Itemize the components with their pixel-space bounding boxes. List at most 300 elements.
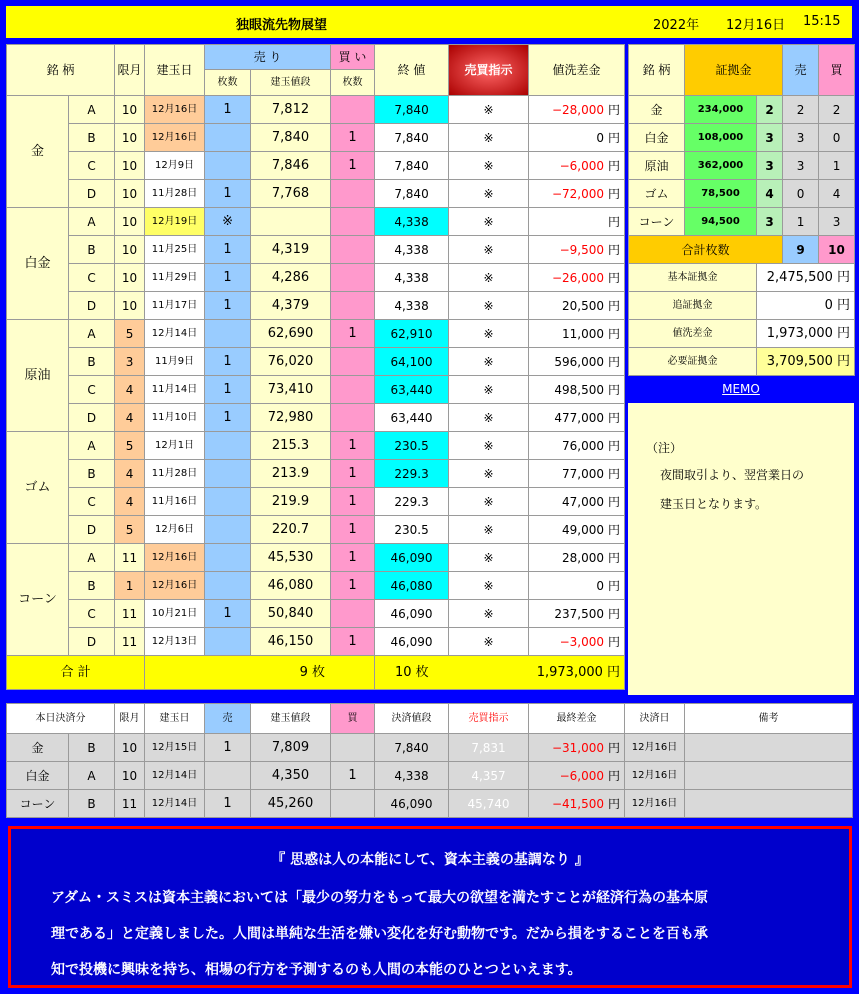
margin-amount: 362,000 (685, 152, 757, 180)
settle-buy: 1 (331, 762, 375, 790)
contract-letter: B (69, 460, 115, 488)
close-price-value: 46,090 (375, 544, 449, 572)
settle-col-header: 建玉日 (145, 704, 205, 734)
tate-price-value (251, 208, 331, 236)
contract-letter: D (69, 292, 115, 320)
margin-multiplier: 4 (757, 180, 783, 208)
settle-tate-date: 12月15日 (145, 734, 205, 762)
settle-sell: 1 (205, 790, 251, 818)
margin-buy: 0 (819, 124, 855, 152)
memo-line: 夜間取引より、翌営業日の (660, 468, 805, 482)
buy-count-value (331, 96, 375, 124)
col-gengetsu: 限月 (115, 45, 145, 96)
settle-sell: 1 (205, 734, 251, 762)
date-label: 12月16日 (726, 18, 786, 33)
col-meigara: 銘 柄 (7, 45, 115, 96)
gengetsu-value: 4 (115, 404, 145, 432)
settle-col-header: 決済日 (625, 704, 685, 734)
settle-note (685, 762, 853, 790)
gengetsu-value: 4 (115, 488, 145, 516)
yen-unit: 円 (608, 382, 621, 397)
baibai-value: ※ (449, 236, 529, 264)
settle-baibai: 7,831 (449, 734, 529, 762)
settle-tate-date: 12月14日 (145, 790, 205, 818)
tate-price-value: 45,530 (251, 544, 331, 572)
sell-count-value: 1 (205, 600, 251, 628)
contract-letter: A (69, 320, 115, 348)
sagaku-amount: −72,000 (551, 186, 605, 201)
baibai-value: ※ (449, 320, 529, 348)
buy-count-value (331, 348, 375, 376)
table-row (7, 348, 625, 376)
margin-amount: 94,500 (685, 208, 757, 236)
sagaku-amount: 28,000 (562, 550, 605, 565)
contract-letter: D (69, 404, 115, 432)
yen-unit: 円 (608, 550, 621, 565)
sagaku-amount: 477,000 (554, 410, 605, 425)
settle-col-header: 備考 (685, 704, 853, 734)
tate-price-value: 50,840 (251, 600, 331, 628)
tate-date-value: 11月16日 (145, 488, 205, 516)
total-sell: 9 枚 (251, 656, 375, 690)
yen-unit: 円 (608, 578, 621, 593)
col-tate-date: 建玉日 (145, 45, 205, 96)
contract-letter: A (69, 544, 115, 572)
tate-date-value: 12月1日 (145, 432, 205, 460)
yen-unit: 円 (608, 214, 621, 229)
side-col-sell: 売 (783, 45, 819, 96)
col-sell-count: 枚数 (205, 70, 251, 96)
tate-price-value: 7,812 (251, 96, 331, 124)
sagaku-value (529, 320, 625, 348)
sagaku-value (529, 572, 625, 600)
gengetsu-value: 5 (115, 320, 145, 348)
tate-date-value: 10月21日 (145, 600, 205, 628)
sell-count-value: 1 (205, 376, 251, 404)
margin-summary-row (629, 320, 855, 348)
margin-multiplier: 2 (757, 96, 783, 124)
tate-date-value: 11月25日 (145, 236, 205, 264)
close-price-value: 7,840 (375, 180, 449, 208)
settle-col-header: 建玉値段 (251, 704, 331, 734)
baibai-value: ※ (449, 348, 529, 376)
settle-final-sagaku (529, 790, 625, 818)
table-row (7, 208, 625, 236)
tate-price-value: 72,980 (251, 404, 331, 432)
tate-price-value: 219.9 (251, 488, 331, 516)
nearai-value: 1,973,000 円 (757, 320, 855, 348)
count-label: 合計枚数 (629, 236, 783, 264)
contract-letter: D (69, 628, 115, 656)
margin-amount: 78,500 (685, 180, 757, 208)
nearai-label: 値洗差金 (629, 320, 757, 348)
tate-date-value: 12月13日 (145, 628, 205, 656)
baibai-value: ※ (449, 152, 529, 180)
tate-date-value: 12月6日 (145, 516, 205, 544)
sell-count-value (205, 544, 251, 572)
col-sagaku: 値洗差金 (529, 45, 625, 96)
baibai-value: ※ (449, 460, 529, 488)
settle-col-header: 売 (205, 704, 251, 734)
close-price-value: 7,840 (375, 152, 449, 180)
buy-count-value (331, 236, 375, 264)
settle-gengetsu: 11 (115, 790, 145, 818)
commodity-name: ゴム (7, 432, 69, 544)
settle-letter: B (69, 734, 115, 762)
settle-date: 12月16日 (625, 734, 685, 762)
yen-unit: 円 (607, 796, 620, 811)
tate-date-value: 11月28日 (145, 180, 205, 208)
margin-multiplier: 3 (757, 208, 783, 236)
table-row (7, 180, 625, 208)
yen-unit: 円 (607, 740, 620, 755)
sell-count-value (205, 572, 251, 600)
settle-baibai: 45,740 (449, 790, 529, 818)
sell-count-value (205, 628, 251, 656)
gengetsu-value: 10 (115, 96, 145, 124)
settle-tate-date: 12月14日 (145, 762, 205, 790)
buy-count-value (331, 600, 375, 628)
settle-letter: A (69, 762, 115, 790)
table-row (7, 124, 625, 152)
total-buy: 10 枚 (375, 656, 449, 690)
sell-count-value (205, 152, 251, 180)
tate-date-value: 11月14日 (145, 376, 205, 404)
sagaku-amount: −26,000 (551, 270, 605, 285)
table-row (7, 628, 625, 656)
sell-count-value (205, 460, 251, 488)
baibai-value: ※ (449, 572, 529, 600)
memo-line: （注） (646, 441, 683, 455)
sagaku-value (529, 404, 625, 432)
sell-count-value: ※ (205, 208, 251, 236)
close-price-value: 63,440 (375, 376, 449, 404)
contract-letter: A (69, 208, 115, 236)
buy-count-value: 1 (331, 124, 375, 152)
gengetsu-value: 10 (115, 236, 145, 264)
buy-count-value (331, 180, 375, 208)
contract-letter: C (69, 376, 115, 404)
table-row (7, 404, 625, 432)
settle-col-header: 買 (331, 704, 375, 734)
margin-multiplier: 3 (757, 124, 783, 152)
contract-letter: C (69, 488, 115, 516)
margin-row (629, 208, 855, 236)
tate-price-value: 7,840 (251, 124, 331, 152)
count-sell: 9 (783, 236, 819, 264)
tate-price-value: 4,319 (251, 236, 331, 264)
sagaku-amount: 237,500 (554, 606, 605, 621)
commodity-name: 白金 (7, 208, 69, 320)
settle-col-header: 決済値段 (375, 704, 449, 734)
margin-count-row (629, 236, 855, 264)
buy-count-value: 1 (331, 320, 375, 348)
contract-letter: C (69, 152, 115, 180)
close-price-value: 230.5 (375, 432, 449, 460)
baibai-value: ※ (449, 488, 529, 516)
close-price-value: 229.3 (375, 488, 449, 516)
settle-tate-price: 4,350 (251, 762, 331, 790)
tate-price-value: 73,410 (251, 376, 331, 404)
yen-unit: 円 (608, 326, 621, 341)
sell-count-value (205, 516, 251, 544)
table-row (7, 432, 625, 460)
settle-commodity: 白金 (7, 762, 69, 790)
margin-row (629, 124, 855, 152)
yen-unit: 円 (608, 354, 621, 369)
sagaku-value (529, 460, 625, 488)
baibai-value: ※ (449, 516, 529, 544)
sagaku-amount: −3,000 (559, 634, 605, 649)
margin-buy: 4 (819, 180, 855, 208)
margin-commodity: 白金 (629, 124, 685, 152)
col-baibai-button[interactable]: 売買指示 (449, 45, 529, 96)
baibai-value: ※ (449, 208, 529, 236)
yen-unit: 円 (608, 522, 621, 537)
yen-unit: 円 (608, 298, 621, 313)
col-buy: 買 い (331, 45, 375, 70)
gengetsu-value: 4 (115, 376, 145, 404)
sagaku-value (529, 628, 625, 656)
settle-close-price: 7,840 (375, 734, 449, 762)
close-price-value: 4,338 (375, 208, 449, 236)
sagaku-value (529, 376, 625, 404)
sagaku-amount: 76,000 (562, 438, 605, 453)
margin-row (629, 96, 855, 124)
total-row (7, 656, 625, 690)
buy-count-value: 1 (331, 628, 375, 656)
tate-date-value: 11月28日 (145, 460, 205, 488)
settle-close-price: 46,090 (375, 790, 449, 818)
settle-note (685, 734, 853, 762)
total-amount: 1,973,000 円 (529, 656, 625, 690)
baibai-value: ※ (449, 96, 529, 124)
sagaku-value (529, 544, 625, 572)
settle-row (7, 762, 853, 790)
margin-row (629, 152, 855, 180)
baibai-value: ※ (449, 404, 529, 432)
sell-count-value (205, 432, 251, 460)
tate-date-value: 11月17日 (145, 292, 205, 320)
tate-date-value: 12月16日 (145, 572, 205, 600)
oi-label: 追証拠金 (629, 292, 757, 320)
memo-box (628, 403, 854, 695)
col-sell: 売 り (205, 45, 331, 70)
yen-unit: 円 (608, 102, 621, 117)
close-price-value: 4,338 (375, 264, 449, 292)
sell-count-value: 1 (205, 404, 251, 432)
settle-header-row (7, 704, 853, 734)
close-price-value: 46,090 (375, 600, 449, 628)
sagaku-value (529, 208, 625, 236)
contract-letter: C (69, 600, 115, 628)
sagaku-value (529, 432, 625, 460)
total-spacer (145, 656, 251, 690)
sagaku-amount: −28,000 (551, 102, 605, 117)
contract-letter: B (69, 572, 115, 600)
margin-commodity: 金 (629, 96, 685, 124)
gengetsu-value: 1 (115, 572, 145, 600)
margin-commodity: 原油 (629, 152, 685, 180)
commodity-name: コーン (7, 544, 69, 656)
tate-price-value: 220.7 (251, 516, 331, 544)
sagaku-value (529, 292, 625, 320)
margin-summary-row (629, 264, 855, 292)
baibai-value: ※ (449, 376, 529, 404)
commodity-name: 金 (7, 96, 69, 208)
gengetsu-value: 10 (115, 180, 145, 208)
settle-gengetsu: 10 (115, 734, 145, 762)
memo-link[interactable]: MEMO (628, 378, 854, 400)
margin-multiplier: 3 (757, 152, 783, 180)
gengetsu-value: 10 (115, 292, 145, 320)
gengetsu-value: 5 (115, 516, 145, 544)
contract-letter: B (69, 348, 115, 376)
settle-tate-price: 45,260 (251, 790, 331, 818)
tate-date-value: 12月19日 (145, 208, 205, 236)
close-price-value: 63,440 (375, 404, 449, 432)
sagaku-amount: 77,000 (562, 466, 605, 481)
close-price-value: 7,840 (375, 124, 449, 152)
gengetsu-value: 11 (115, 600, 145, 628)
sagaku-amount: 11,000 (562, 326, 605, 341)
contract-letter: D (69, 516, 115, 544)
yen-unit: 円 (608, 494, 621, 509)
sagaku-amount: 49,000 (562, 522, 605, 537)
yen-unit: 円 (608, 242, 621, 257)
settle-tate-price: 7,809 (251, 734, 331, 762)
margin-sell: 2 (783, 96, 819, 124)
margin-sell: 1 (783, 208, 819, 236)
table-row (7, 460, 625, 488)
yen-unit: 円 (607, 768, 620, 783)
table-row (7, 376, 625, 404)
settle-col-header: 本日決済分 (7, 704, 115, 734)
sagaku-value (529, 152, 625, 180)
close-price-value: 229.3 (375, 460, 449, 488)
tate-date-value: 11月29日 (145, 264, 205, 292)
kihon-value: 2,475,500 円 (757, 264, 855, 292)
baibai-value: ※ (449, 432, 529, 460)
total-spacer (449, 656, 529, 690)
gengetsu-value: 4 (115, 460, 145, 488)
sagaku-amount: 498,500 (554, 382, 605, 397)
yen-unit: 円 (608, 186, 621, 201)
margin-buy: 2 (819, 96, 855, 124)
table-row (7, 152, 625, 180)
margin-buy: 1 (819, 152, 855, 180)
hitsuyo-value: 3,709,500 円 (757, 348, 855, 376)
year-label: 2022年 (653, 18, 700, 33)
gengetsu-value: 10 (115, 124, 145, 152)
count-buy: 10 (819, 236, 855, 264)
margin-table (628, 44, 855, 376)
settle-amount: −6,000 (559, 768, 604, 783)
sagaku-value (529, 180, 625, 208)
gengetsu-value: 10 (115, 208, 145, 236)
quote-line: 理である」と定義しました。人間は単純な生活を嫌い変化を好む動物です。だから損をすることを百も承 (51, 926, 708, 942)
settle-commodity: 金 (7, 734, 69, 762)
yen-unit: 円 (608, 270, 621, 285)
table-row (7, 236, 625, 264)
table-row (7, 96, 625, 124)
settle-note (685, 790, 853, 818)
margin-row (629, 180, 855, 208)
tate-date-value: 12月14日 (145, 320, 205, 348)
col-tate-price: 建玉値段 (251, 70, 331, 96)
settle-row (7, 734, 853, 762)
baibai-value: ※ (449, 292, 529, 320)
settle-commodity: コーン (7, 790, 69, 818)
gengetsu-value: 11 (115, 628, 145, 656)
sagaku-value (529, 124, 625, 152)
table-row (7, 320, 625, 348)
quote-line: 知で投機に興味を持ち、相場の行方を予測するのも人間の本能のひとつといえます。 (51, 962, 582, 978)
settle-amount: −41,500 (551, 796, 604, 811)
tate-price-value: 62,690 (251, 320, 331, 348)
sell-count-value: 1 (205, 264, 251, 292)
margin-sell: 3 (783, 124, 819, 152)
settle-col-header: 限月 (115, 704, 145, 734)
oi-value: 0 円 (757, 292, 855, 320)
contract-letter: A (69, 432, 115, 460)
table-row (7, 264, 625, 292)
margin-commodity: ゴム (629, 180, 685, 208)
tate-date-value: 12月16日 (145, 544, 205, 572)
sagaku-amount: 0 (596, 578, 605, 593)
tate-date-value: 12月16日 (145, 96, 205, 124)
settle-letter: B (69, 790, 115, 818)
baibai-value: ※ (449, 124, 529, 152)
col-buy-count: 枚数 (331, 70, 375, 96)
sell-count-value (205, 124, 251, 152)
baibai-value: ※ (449, 544, 529, 572)
margin-sell: 0 (783, 180, 819, 208)
contract-letter: D (69, 180, 115, 208)
close-price-value: 46,090 (375, 628, 449, 656)
margin-commodity: コーン (629, 208, 685, 236)
buy-count-value: 1 (331, 516, 375, 544)
sell-count-value: 1 (205, 96, 251, 124)
buy-count-value (331, 376, 375, 404)
gengetsu-value: 10 (115, 152, 145, 180)
sell-count-value: 1 (205, 180, 251, 208)
sagaku-value (529, 488, 625, 516)
quote-box (8, 826, 852, 988)
settle-final-sagaku (529, 734, 625, 762)
sagaku-amount: 596,000 (554, 354, 605, 369)
table-row (7, 600, 625, 628)
buy-count-value: 1 (331, 152, 375, 180)
tate-price-value: 7,846 (251, 152, 331, 180)
sagaku-value (529, 264, 625, 292)
table-row (7, 516, 625, 544)
side-col-meigara: 銘 柄 (629, 45, 685, 96)
sell-count-value: 1 (205, 292, 251, 320)
tate-price-value: 7,768 (251, 180, 331, 208)
contract-letter: B (69, 236, 115, 264)
margin-summary-row (629, 292, 855, 320)
settle-col-header: 最終差金 (529, 704, 625, 734)
table-row (7, 572, 625, 600)
quote-line: アダム・スミスは資本主義においては「最少の努力をもって最大の欲望を満たすことが経済行為の基本原 (51, 890, 709, 906)
settle-col-header: 売買指示 (449, 704, 529, 734)
table-row (7, 544, 625, 572)
settle-row (7, 790, 853, 818)
settle-close-price: 4,338 (375, 762, 449, 790)
tate-date-value: 11月10日 (145, 404, 205, 432)
close-price-value: 7,840 (375, 96, 449, 124)
